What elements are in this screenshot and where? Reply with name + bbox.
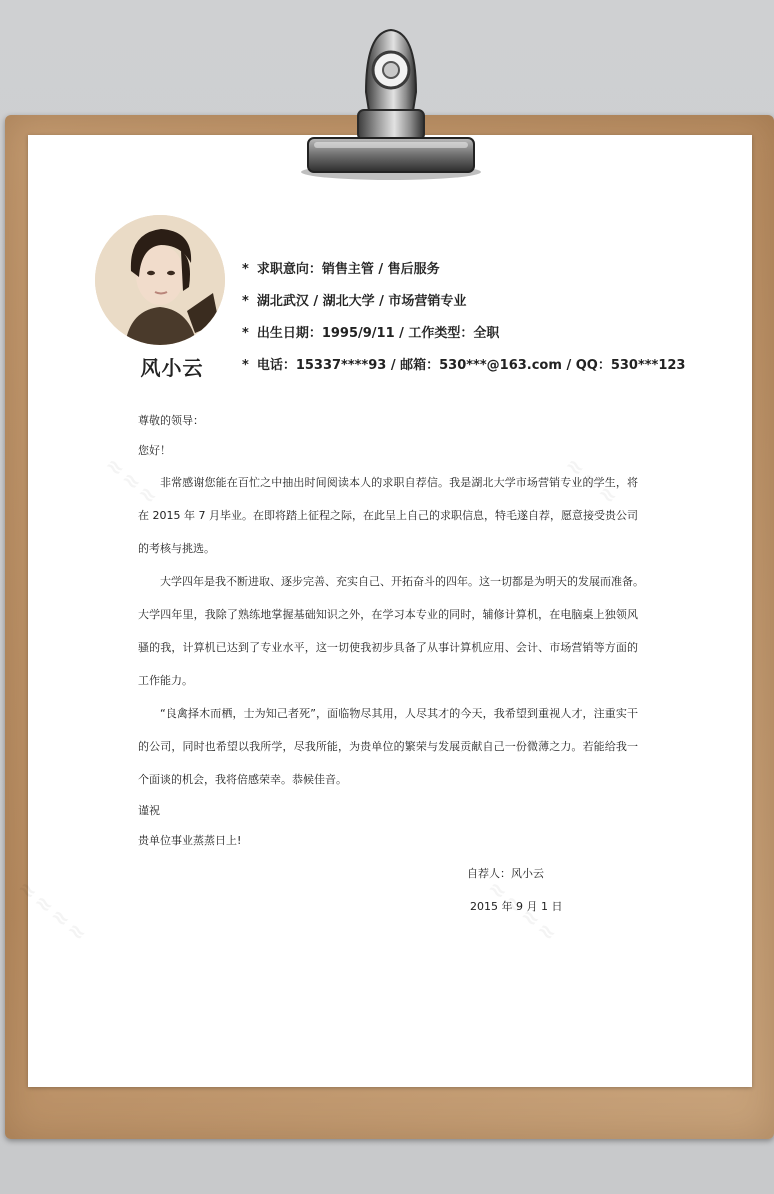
info-row-contact [242,350,686,382]
signer: 自荐人：风小云 [467,867,544,880]
cover-letter [138,406,644,856]
info-text: 电话：15337****93 / 邮箱：530***@163.com / QQ：530***123 [256,358,686,373]
closing-line-1: 谨祝 [138,804,160,817]
info-row-objective [242,254,642,286]
paragraph-3 [138,697,638,796]
applicant-name: 风小云 [140,356,204,380]
paragraph-line: “良禽择木而栖，士为知己者死”，面临物尽其用，人尽其才的今天，我希望到重视人才，注重实干 [160,707,638,720]
closing-line-2: 贵单位事业蒸蒸日上! [138,834,242,847]
bullet-icon: * [242,294,249,309]
paragraph-line: 在 2015 年 7 月毕业。在即将踏上征程之际，在此呈上自己的求职信息，特毛遂自荐，愿意接受贵公司 [138,509,638,522]
info-text: 湖北武汉 / 湖北大学 / 市场营销专业 [256,294,467,309]
paragraph-line: 的考核与挑选。 [138,542,215,555]
avatar [95,215,225,345]
salutation: 尊敬的领导： [138,414,204,427]
info-row-location [242,286,642,318]
paragraph-1 [138,466,638,565]
greeting: 您好！ [138,444,171,457]
paragraph-2 [138,565,644,697]
personal-info [242,254,686,382]
info-text: 出生日期：1995/9/11 / 工作类型：全职 [256,326,500,341]
paragraph-line: 大学四年是我不断进取、逐步完善、充实自己、开拓奋斗的四年。这一切都是为明天的发展而准备。 [160,575,644,588]
info-row-birth [242,318,642,350]
paragraph-line: 大学四年里，我除了熟练地掌握基础知识之外，在学习本专业的同时，辅修计算机，在电脑桌上独领风 [138,608,638,621]
bullet-icon: * [242,358,249,373]
binder-clip-icon [296,22,486,182]
bullet-icon: * [242,262,249,277]
letter-date: 2015 年 9 月 1 日 [470,900,563,913]
paragraph-line: 个面谈的机会，我将倍感荣幸。恭候佳音。 [138,773,347,786]
bullet-icon: * [242,326,249,341]
paragraph-line: 骚的我，计算机已达到了专业水平，这一切使我初步具备了从事计算机应用、会计、市场营销等方面的 [138,641,638,654]
paragraph-line: 工作能力。 [138,674,193,687]
paragraph-line: 的公司，同时也希望以我所学，尽我所能，为贵单位的繁荣与发展贡献自己一份微薄之力。若能给我一 [138,740,638,753]
paragraph-line: 非常感谢您能在百忙之中抽出时间阅读本人的求职自荐信。我是湖北大学市场营销专业的学生，将 [160,476,638,489]
info-text: 求职意向：销售主管 / 售后服务 [256,262,440,277]
